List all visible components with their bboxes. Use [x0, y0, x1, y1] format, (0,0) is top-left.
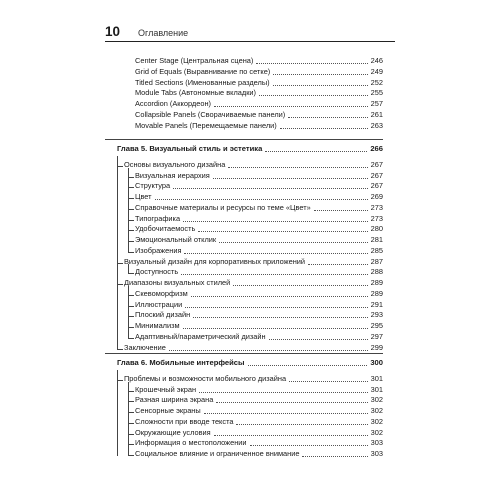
entry-title: Основы визуального дизайна — [124, 159, 226, 169]
chapter-separator — [105, 139, 383, 140]
dot-leader — [191, 289, 368, 297]
entry-title: Collapsible Panels (Сворачиваемые панели) — [135, 109, 286, 119]
entry-title: Глава 5. Визуальный стиль и эстетика — [117, 144, 263, 153]
entry-page: 266 — [370, 144, 383, 153]
entry-page: 301 — [370, 384, 383, 394]
toc-entry — [135, 55, 383, 66]
subsection-entry — [135, 416, 383, 427]
entry-title: Movable Panels (Перемещаемые панели) — [135, 120, 277, 130]
entry-page: 287 — [370, 256, 383, 266]
entry-page: 261 — [370, 109, 383, 119]
toc-entry — [135, 87, 383, 98]
subsection-entry — [135, 384, 383, 395]
entry-page: 300 — [370, 358, 383, 367]
section-entry — [124, 256, 383, 267]
subsection-entry — [135, 191, 383, 202]
entry-page: 295 — [370, 321, 383, 330]
dot-leader — [273, 78, 368, 86]
entry-title: Цвет — [135, 192, 152, 201]
subsection-entry — [135, 331, 383, 342]
entry-title: Крошечный экран — [135, 384, 197, 394]
dot-leader — [216, 395, 367, 403]
bracket-line — [117, 370, 118, 456]
dot-leader — [184, 246, 367, 254]
entry-page: 289 — [370, 278, 383, 287]
dot-leader — [214, 428, 368, 436]
entry-page: 303 — [370, 449, 383, 458]
entry-title: Справочные материалы и ресурсы по теме «Цвет» — [135, 202, 311, 212]
bracket-line — [128, 168, 129, 253]
entry-page: 302 — [370, 427, 383, 437]
entry-page: 302 — [370, 395, 383, 405]
subsection-entry — [135, 234, 383, 245]
entry-title: Адаптивный/параметрический дизайн — [135, 331, 266, 341]
chapter-heading — [117, 143, 383, 154]
dot-leader — [199, 385, 368, 393]
toc-entry — [135, 66, 383, 77]
entry-page: 280 — [370, 224, 383, 234]
entry-title: Информация о местоположении — [135, 438, 247, 448]
subsection-entry — [135, 213, 383, 224]
bracket-line — [128, 264, 129, 274]
toc-entry — [135, 98, 383, 109]
entry-title: Визуальная иерархия — [135, 170, 210, 180]
dot-leader — [213, 171, 368, 179]
entry-title: Структура — [135, 181, 171, 191]
entry-page: 302 — [370, 416, 383, 426]
section-entry — [124, 342, 383, 353]
bracket-line — [128, 382, 129, 456]
entry-page: 273 — [370, 202, 383, 212]
subsection-entry — [135, 170, 383, 181]
subsection-entry — [135, 394, 383, 405]
dot-leader — [173, 181, 368, 189]
dot-leader — [314, 203, 368, 211]
dot-leader — [269, 332, 368, 340]
dot-leader — [193, 310, 367, 318]
entry-title: Типографика — [135, 213, 181, 223]
dot-leader — [259, 88, 368, 96]
entry-title: Удобочитаемость — [135, 224, 196, 234]
entry-page: 301 — [370, 373, 383, 383]
entry-page: 249 — [370, 66, 383, 76]
entry-page: 273 — [370, 213, 383, 223]
toc-entry — [135, 77, 383, 88]
entry-title: Проблемы и возможности мобильного дизайна — [124, 373, 287, 383]
subsection-entry — [135, 223, 383, 234]
dot-leader — [233, 278, 367, 286]
entry-page: 297 — [370, 331, 383, 341]
section-entry — [124, 159, 383, 170]
entry-title: Эмоциональный отклик — [135, 235, 217, 244]
entry-page: 252 — [370, 77, 383, 87]
subsection-entry — [135, 405, 383, 416]
dot-leader — [181, 267, 367, 275]
running-head: Оглавление — [138, 28, 189, 38]
entry-title: Окружающие условия — [135, 427, 211, 437]
subsection-entry — [135, 245, 383, 256]
subsection-entry — [135, 299, 383, 310]
entry-page: 255 — [370, 88, 383, 98]
dot-leader — [265, 144, 367, 152]
entry-title: Иллюстрации — [135, 299, 183, 309]
entry-page: 267 — [370, 181, 383, 191]
subsection-entry — [135, 448, 383, 459]
entry-page: 257 — [370, 99, 383, 108]
entry-page: 289 — [370, 288, 383, 298]
entry-title: Заключение — [124, 342, 166, 352]
dot-leader — [214, 99, 368, 107]
dot-leader — [183, 214, 368, 222]
dot-leader — [308, 257, 368, 265]
entry-page: 288 — [370, 267, 383, 277]
entry-title: Минимализм — [135, 321, 180, 330]
dot-leader — [289, 374, 368, 382]
entry-title: Grid of Equals (Выравнивание по сетке) — [135, 66, 271, 76]
entry-page: 263 — [370, 120, 383, 130]
subsection-entry — [135, 288, 383, 299]
entry-title: Доступность — [135, 267, 179, 277]
entry-title: Сложности при вводе текста — [135, 416, 234, 426]
dot-leader — [228, 160, 367, 168]
entry-title: Глава 6. Мобильные интерфейсы — [117, 358, 245, 367]
entry-title: Диапазоны визуальных стилей — [124, 278, 231, 287]
subsection-entry — [135, 320, 383, 331]
dot-leader — [204, 406, 368, 414]
dot-leader — [250, 438, 368, 446]
section-entry — [124, 277, 383, 288]
dot-leader — [302, 449, 367, 457]
section-entry — [124, 373, 383, 384]
toc-entry — [135, 120, 383, 131]
entry-page: 291 — [370, 299, 383, 309]
entry-title: Center Stage (Центральная сцена) — [135, 56, 254, 65]
dot-leader — [183, 321, 368, 329]
entry-title: Визуальный дизайн для корпоративных приложений — [124, 256, 306, 266]
dot-leader — [288, 110, 367, 118]
entry-page: 302 — [370, 406, 383, 415]
bracket-line — [117, 156, 118, 350]
entry-title: Accordion (Аккордеон) — [135, 99, 211, 108]
dot-leader — [280, 121, 368, 129]
toc-entry — [135, 109, 383, 120]
dot-leader — [185, 300, 367, 308]
subsection-entry — [135, 180, 383, 191]
entry-page: 303 — [370, 438, 383, 448]
entry-page: 299 — [370, 342, 383, 352]
entry-title: Разная ширина экрана — [135, 395, 214, 405]
entry-title: Сенсорные экраны — [135, 406, 201, 415]
dot-leader — [169, 343, 368, 351]
subsection-entry — [135, 437, 383, 448]
subsection-entry — [135, 309, 383, 320]
entry-title: Изображения — [135, 245, 182, 255]
chapter-heading — [117, 357, 383, 368]
entry-title: Плоский дизайн — [135, 310, 191, 320]
entry-page: 293 — [370, 310, 383, 320]
entry-title: Titled Sections (Именованные разделы) — [135, 77, 270, 87]
dot-leader — [273, 67, 367, 75]
subsection-entry — [135, 266, 383, 277]
bracket-line — [128, 286, 129, 339]
dot-leader — [155, 192, 368, 200]
subsection-entry — [135, 202, 383, 213]
entry-page: 269 — [370, 192, 383, 201]
entry-page: 246 — [370, 56, 383, 65]
entry-page: 267 — [370, 159, 383, 169]
dot-leader — [236, 417, 367, 425]
chapter-separator — [105, 353, 383, 354]
entry-page: 281 — [370, 235, 383, 244]
subsection-entry — [135, 427, 383, 438]
entry-title: Скевоморфизм — [135, 288, 188, 298]
dot-leader — [219, 235, 368, 243]
entry-page: 267 — [370, 170, 383, 180]
entry-title: Module Tabs (Автономные вкладки) — [135, 88, 257, 98]
dot-leader — [256, 56, 367, 64]
page-number: 10 — [105, 24, 121, 39]
entry-page: 285 — [370, 245, 383, 255]
dot-leader — [198, 224, 367, 232]
entry-title: Социальное влияние и ограниченное внимание — [135, 449, 300, 458]
dot-leader — [248, 358, 368, 366]
